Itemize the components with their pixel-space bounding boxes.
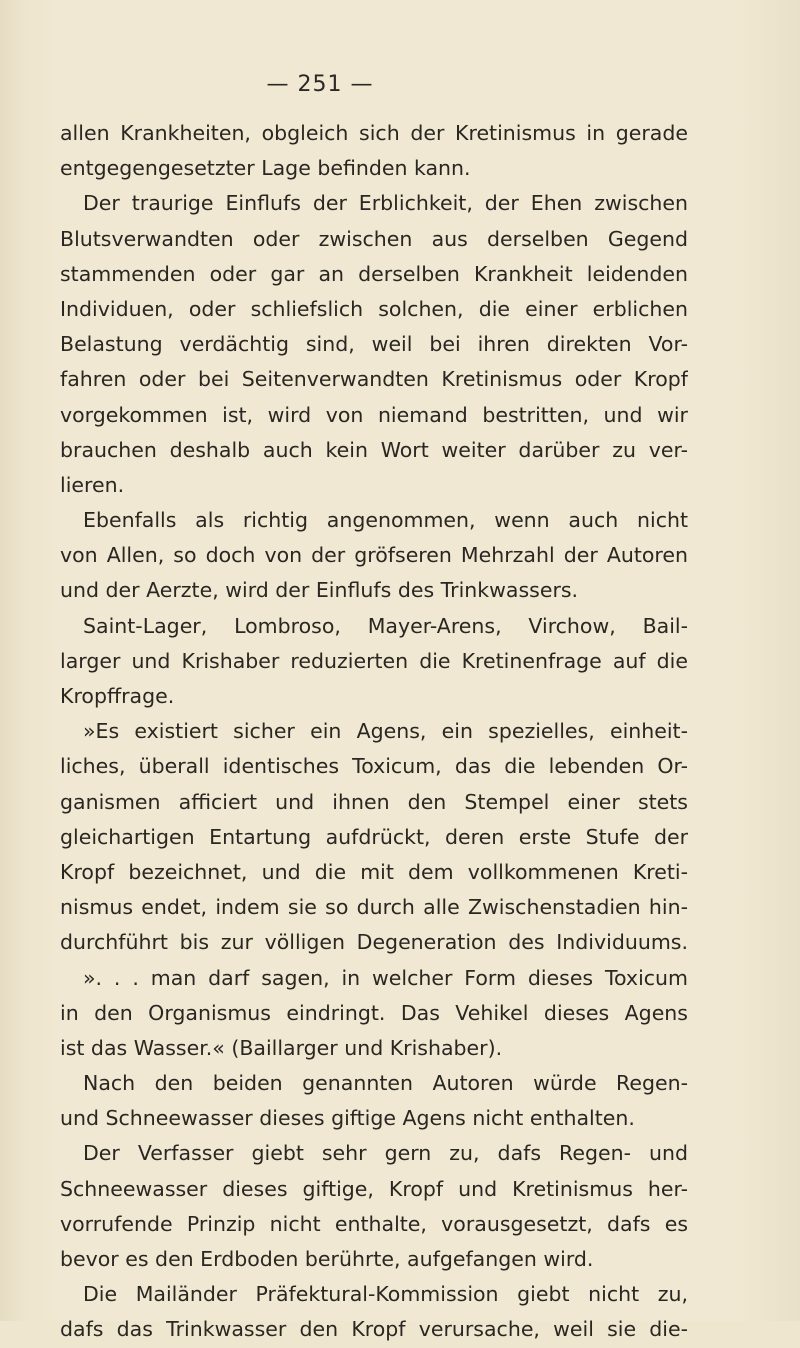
text-line: und der Aerzte, wird der Einflufs des Trinkwassers.: [60, 578, 579, 603]
text-line: fahren oder bei Seitenverwandten Kretinismus oder Kropf: [60, 367, 688, 392]
text-line: »Es existiert sicher ein Agens, ein spezielles, einheit-: [83, 719, 688, 744]
text-line: Individuen, oder schliefslich solchen, die einer erblichen: [60, 296, 688, 321]
text-line: Ebenfalls als richtig angenommen, wenn auch nicht: [83, 508, 688, 533]
text-line: stammenden oder gar an derselben Krankheit leidenden: [60, 261, 688, 286]
text-line: Nach den beiden genannten Autoren würde Regen-: [83, 1071, 688, 1096]
text-line: Kropffrage.: [60, 684, 175, 708]
text-line: Der Verfasser giebt sehr gern zu, dafs Regen- und: [83, 1141, 688, 1166]
text-line: vorrufende Prinzip nicht enthalte, vorausgesetzt, dafs es: [60, 1211, 688, 1236]
text-line: vorgekommen ist, wird von niemand bestritten, und wir: [60, 402, 688, 427]
text-line: ganismen afficiert und ihnen den Stempel einer stets: [60, 789, 688, 814]
text-line: von Allen, so doch von der gröfseren Mehrzahl der Autoren: [60, 543, 688, 568]
text-line: allen Krankheiten, obgleich sich der Kretinismus in gerade: [60, 121, 688, 145]
text-line: entgegengesetzter Lage befinden kann.: [60, 156, 471, 181]
text-line: Der traurige Einflufs der Erblichkeit, der Ehen zwischen: [83, 191, 688, 216]
body-text: [60, 116, 688, 1348]
text-line: bevor es den Erdboden berührte, aufgefangen wird.: [60, 1247, 594, 1271]
text-line: Die Mailänder Präfektural-Kommission giebt nicht zu,: [83, 1282, 688, 1307]
text-line: ». . . man darf sagen, in welcher Form dieses Toxicum: [83, 965, 688, 990]
text-line: und Schneewasser dieses giftige Agens nicht enthalten.: [60, 1106, 635, 1131]
text-line: brauchen deshalb auch kein Wort weiter darüber zu ver-: [60, 437, 688, 462]
text-line: nismus endet, indem sie so durch alle Zwischenstadien hin-: [60, 895, 688, 920]
text-line: durchführt bis zur völligen Degeneration des Individuums.: [60, 930, 688, 955]
page-number: — 251 —: [266, 72, 374, 97]
text-line: Belastung verdächtig sind, weil bei ihren direkten Vor-: [60, 332, 688, 357]
text-line: in den Organismus eindringt. Das Vehikel dieses Agens: [60, 1000, 688, 1025]
text-line: dafs das Trinkwasser den Kropf verursache, weil sie die-: [60, 1317, 688, 1342]
text-line: Saint-Lager, Lombroso, Mayer-Arens, Virchow, Bail-: [83, 613, 688, 638]
text-line: lieren.: [60, 472, 125, 497]
text-line: Schneewasser dieses giftige, Kropf und Kretinismus her-: [60, 1176, 688, 1201]
text-line: liches, überall identisches Toxicum, das die lebenden Or-: [60, 754, 688, 779]
text-line: Blutsverwandten oder zwischen aus derselben Gegend: [60, 226, 688, 251]
text-line: Kropf bezeichnet, und die mit dem vollkommenen Kreti-: [60, 859, 688, 884]
text-line: gleichartigen Entartung aufdrückt, deren erste Stufe der: [60, 824, 688, 849]
text-line: ist das Wasser.« (Baillarger und Krishaber).: [60, 1035, 503, 1060]
text-line: larger und Krishaber reduzierten die Kretinenfrage auf die: [60, 648, 688, 673]
